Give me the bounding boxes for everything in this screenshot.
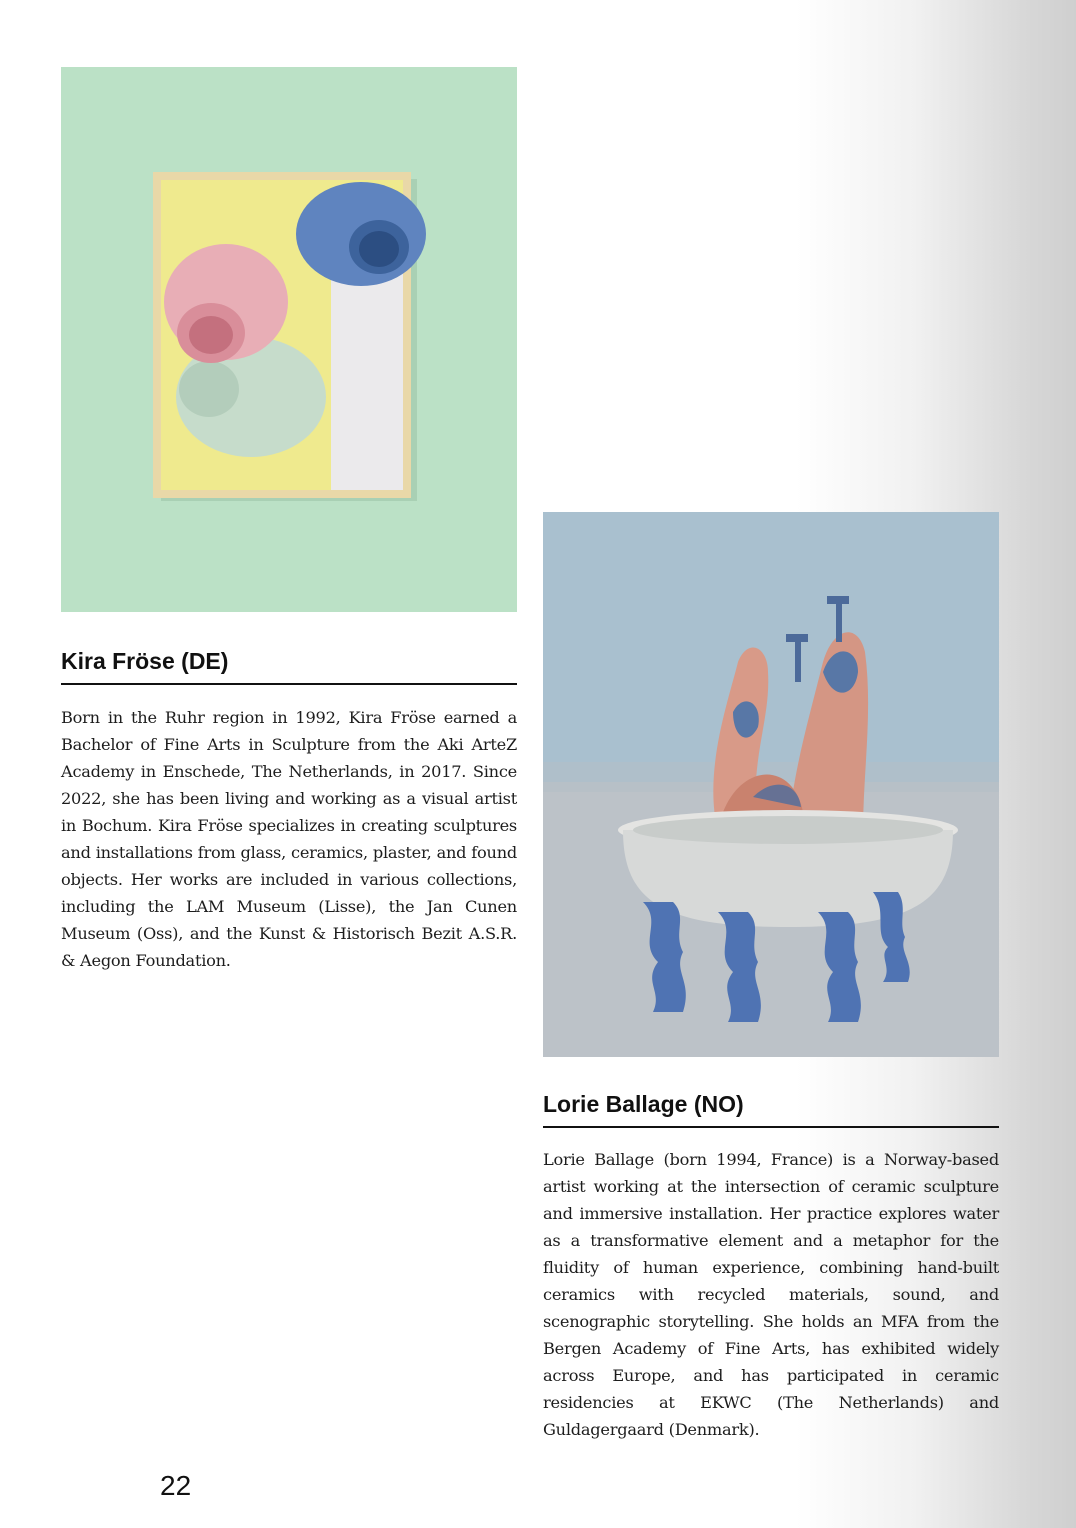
artist-bio-kira-frose: Born in the Ruhr region in 1992, Kira Fröse earned a Bachelor of Fine Arts in Sculpture from the Aki ArteZ Academy in Enschede, The Netherlands, in 2017. Since 2022, she has been living and working as a visual artist in Bochum. Kira Fröse specializes in creating sculptures and installations from glass, ceramics, plaster, and found objects. Her works are included in various collections, including the LAM Museum (Lisse), the Jan Cunen Museum (Oss), and the Kunst & Historisch Bezit A.S.R. & Aegon Foundation. (61, 708, 517, 970)
artwork-photo-lorie-ballage (543, 512, 999, 1057)
page-number: 22 (160, 1470, 192, 1501)
artist-name-lorie-ballage: Lorie Ballage (NO) (543, 1090, 999, 1128)
artist-name-kira-frose: Kira Fröse (DE) (61, 647, 517, 685)
artist-bio-lorie-ballage: Lorie Ballage (born 1994, France) is a Norway-based artist working at the intersection of ceramic sculpture and immersive installation. Her practice explores water as a transformative element and a metaphor for the fluidity of human experience, combining hand-built ceramics with recycled materials, sound, and scenographic storytelling. She holds an MFA from the Bergen Academy of Fine Arts, has exhibited widely across Europe, and has participated in ceramic residencies at EKWC (The Netherlands) and Guldagergaard (Denmark). (543, 1150, 999, 1439)
artwork-photo-kira-frose (61, 67, 517, 612)
